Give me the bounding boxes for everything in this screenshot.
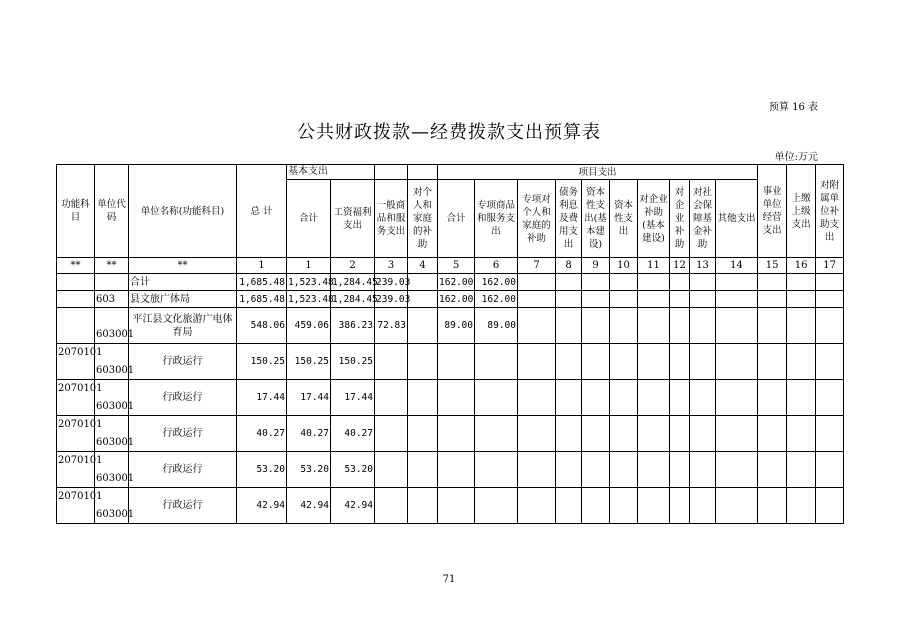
total-cell: 1,685.48 xyxy=(237,274,287,291)
empty-cell xyxy=(638,274,670,291)
unit-name-cell: 合计 xyxy=(129,274,237,291)
header-blank xyxy=(408,165,438,180)
personal-subsidy-cell xyxy=(408,380,438,416)
func-code-cell xyxy=(57,380,103,416)
header-unit-code: 单位代码 xyxy=(95,165,129,258)
table-body xyxy=(57,274,844,524)
special-goods-cell: 162.00 xyxy=(475,291,518,308)
general-goods-cell: 72.83 xyxy=(375,308,408,344)
unit-name-cell: 行政运行 xyxy=(129,380,237,416)
empty-cell xyxy=(716,488,758,524)
empty-cell xyxy=(816,344,844,380)
header-row-1 xyxy=(57,165,844,180)
empty-cell xyxy=(787,344,816,380)
empty-cell xyxy=(690,380,716,416)
empty-cell xyxy=(518,291,556,308)
header-personal-subsidy: 对个人和家庭的补助 xyxy=(408,180,438,258)
total-cell: 42.94 xyxy=(237,488,287,524)
unit-code: 603001 xyxy=(96,401,135,412)
table-row xyxy=(57,452,844,488)
empty-cell xyxy=(670,344,690,380)
empty-cell xyxy=(556,344,582,380)
header-basic: 基本支出 xyxy=(287,165,375,180)
empty-cell xyxy=(690,488,716,524)
empty-cell xyxy=(610,416,638,452)
header-social-security: 对社会保障基金补助 xyxy=(690,180,716,258)
func-code-cell xyxy=(57,274,95,291)
special-goods-cell xyxy=(475,488,518,524)
empty-cell xyxy=(556,308,582,344)
unit-code-cell xyxy=(95,488,135,524)
total-cell: 40.27 xyxy=(237,416,287,452)
empty-cell xyxy=(758,274,787,291)
empty-cell xyxy=(816,380,844,416)
empty-cell xyxy=(518,380,556,416)
func-code: 2070101 xyxy=(58,491,103,502)
general-goods-cell xyxy=(375,416,408,452)
budget-table xyxy=(56,164,844,524)
header-upper: 上缴上级支出 xyxy=(787,165,816,258)
salary-cell: 17.44 xyxy=(331,380,375,416)
header-capital: 资本性支出 xyxy=(610,180,638,258)
empty-cell xyxy=(610,344,638,380)
empty-cell xyxy=(610,308,638,344)
empty-cell xyxy=(716,380,758,416)
index-cell: 6 xyxy=(475,258,518,274)
index-cell: 3 xyxy=(375,258,408,274)
func-code: 2070101 xyxy=(58,347,103,358)
empty-cell xyxy=(758,488,787,524)
index-cell: 8 xyxy=(556,258,582,274)
empty-cell xyxy=(787,291,816,308)
header-general-goods: 一般商品和服务支出 xyxy=(375,180,408,258)
empty-cell xyxy=(582,274,610,291)
project-total-cell xyxy=(438,488,475,524)
header-project: 项目支出 xyxy=(438,165,758,180)
empty-cell xyxy=(716,291,758,308)
general-goods-cell: 239.03 xyxy=(375,274,408,291)
special-goods-cell: 162.00 xyxy=(475,274,518,291)
empty-cell xyxy=(556,452,582,488)
empty-cell xyxy=(758,291,787,308)
unit-name-cell: 县文旅广体局 xyxy=(129,291,237,308)
personal-subsidy-cell xyxy=(408,416,438,452)
personal-subsidy-cell xyxy=(408,308,438,344)
empty-cell xyxy=(716,416,758,452)
project-total-cell xyxy=(438,452,475,488)
total-cell: 1,685.48 xyxy=(237,291,287,308)
empty-cell xyxy=(690,291,716,308)
index-cell: ** xyxy=(129,258,237,274)
empty-cell xyxy=(690,344,716,380)
empty-cell xyxy=(638,380,670,416)
special-goods-cell xyxy=(475,344,518,380)
table-row xyxy=(57,291,844,308)
basic-total-cell: 459.06 xyxy=(287,308,331,344)
personal-subsidy-cell xyxy=(408,344,438,380)
table-row xyxy=(57,274,844,291)
salary-cell: 386.23 xyxy=(331,308,375,344)
empty-cell xyxy=(518,452,556,488)
empty-cell xyxy=(670,380,690,416)
empty-cell xyxy=(787,416,816,452)
empty-cell xyxy=(582,452,610,488)
empty-cell xyxy=(787,452,816,488)
index-cell: 12 xyxy=(670,258,690,274)
empty-cell xyxy=(816,488,844,524)
unit-code: 603001 xyxy=(96,329,135,340)
empty-cell xyxy=(556,488,582,524)
empty-cell xyxy=(610,452,638,488)
empty-cell xyxy=(816,452,844,488)
header-special-goods: 专项商品和服务支出 xyxy=(475,180,518,258)
empty-cell xyxy=(582,380,610,416)
empty-cell xyxy=(690,274,716,291)
project-total-cell xyxy=(438,416,475,452)
index-cell: 2 xyxy=(331,258,375,274)
index-cell: 9 xyxy=(582,258,610,274)
empty-cell xyxy=(556,380,582,416)
special-goods-cell xyxy=(475,380,518,416)
salary-cell: 1,284.45 xyxy=(331,291,375,308)
index-cell: 14 xyxy=(716,258,758,274)
func-code: 2070101 xyxy=(58,383,103,394)
empty-cell xyxy=(638,308,670,344)
page-number: 71 xyxy=(442,574,456,585)
basic-total-cell: 150.25 xyxy=(287,344,331,380)
empty-cell xyxy=(638,488,670,524)
empty-cell xyxy=(518,308,556,344)
unit-code-cell xyxy=(95,344,135,380)
page-title: 公共财政拨款—经费拨款支出预算表 xyxy=(297,122,601,143)
basic-total-cell: 53.20 xyxy=(287,452,331,488)
func-code-cell xyxy=(57,416,103,452)
empty-cell xyxy=(518,488,556,524)
empty-cell xyxy=(816,291,844,308)
index-cell: 17 xyxy=(816,258,844,274)
empty-cell xyxy=(610,380,638,416)
salary-cell: 42.94 xyxy=(331,488,375,524)
empty-cell xyxy=(582,488,610,524)
general-goods-cell xyxy=(375,452,408,488)
empty-cell xyxy=(670,274,690,291)
total-cell: 150.25 xyxy=(237,344,287,380)
unit-name-cell: 行政运行 xyxy=(129,416,237,452)
empty-cell xyxy=(758,344,787,380)
header-other: 其他支出 xyxy=(716,180,758,258)
index-cell: 1 xyxy=(287,258,331,274)
unit-code: 603001 xyxy=(96,473,135,484)
personal-subsidy-cell xyxy=(408,452,438,488)
unit-code: 603001 xyxy=(96,365,135,376)
unit-name-cell: 行政运行 xyxy=(129,452,237,488)
salary-cell: 40.27 xyxy=(331,416,375,452)
empty-cell xyxy=(638,344,670,380)
salary-cell: 150.25 xyxy=(331,344,375,380)
empty-cell xyxy=(690,452,716,488)
unit-name-cell: 行政运行 xyxy=(129,488,237,524)
total-cell: 548.06 xyxy=(237,308,287,344)
project-total-cell xyxy=(438,344,475,380)
header-func-code: 功能科目 xyxy=(57,165,95,258)
empty-cell xyxy=(787,488,816,524)
header-subordinate: 对附属单位补助支出 xyxy=(816,165,844,258)
table-row xyxy=(57,488,844,524)
total-cell: 17.44 xyxy=(237,380,287,416)
empty-cell xyxy=(670,416,690,452)
index-cell: 15 xyxy=(758,258,787,274)
basic-total-cell: 40.27 xyxy=(287,416,331,452)
empty-cell xyxy=(582,308,610,344)
table-row xyxy=(57,416,844,452)
empty-cell xyxy=(670,291,690,308)
unit-code-cell xyxy=(95,274,129,291)
empty-cell xyxy=(758,380,787,416)
empty-cell xyxy=(690,308,716,344)
empty-cell xyxy=(690,416,716,452)
header-unit-name: 单位名称(功能科目) xyxy=(129,165,237,258)
empty-cell xyxy=(716,308,758,344)
empty-cell xyxy=(638,291,670,308)
unit-code: 603001 xyxy=(96,509,135,520)
empty-cell xyxy=(716,452,758,488)
unit-name-cell: 平江县文化旅游广电体育局 xyxy=(129,308,237,344)
header-blank xyxy=(375,165,408,180)
empty-cell xyxy=(787,308,816,344)
func-code: 2070101 xyxy=(58,419,103,430)
index-row xyxy=(57,258,844,274)
unit-code-cell xyxy=(95,308,135,344)
basic-total-cell: 17.44 xyxy=(287,380,331,416)
salary-cell: 53.20 xyxy=(331,452,375,488)
header-salary: 工资福利支出 xyxy=(331,180,375,258)
index-cell: 10 xyxy=(610,258,638,274)
project-total-cell: 162.00 xyxy=(438,274,475,291)
special-goods-cell xyxy=(475,416,518,452)
empty-cell xyxy=(610,274,638,291)
func-code-cell xyxy=(57,308,95,344)
general-goods-cell xyxy=(375,488,408,524)
empty-cell xyxy=(518,274,556,291)
func-code-cell xyxy=(57,344,103,380)
index-cell: 1 xyxy=(237,258,287,274)
basic-total-cell: 1,523.48 xyxy=(287,291,331,308)
empty-cell xyxy=(556,416,582,452)
empty-cell xyxy=(716,344,758,380)
general-goods-cell xyxy=(375,380,408,416)
index-cell: 13 xyxy=(690,258,716,274)
empty-cell xyxy=(582,416,610,452)
page-label: 预算 16 表 xyxy=(768,102,818,113)
unit-name-cell: 行政运行 xyxy=(129,344,237,380)
index-cell: 16 xyxy=(787,258,816,274)
general-goods-cell xyxy=(375,344,408,380)
empty-cell xyxy=(518,344,556,380)
project-total-cell: 162.00 xyxy=(438,291,475,308)
empty-cell xyxy=(638,416,670,452)
index-cell: 7 xyxy=(518,258,556,274)
empty-cell xyxy=(638,452,670,488)
special-goods-cell: 89.00 xyxy=(475,308,518,344)
salary-cell: 1,284.45 xyxy=(331,274,375,291)
empty-cell xyxy=(556,274,582,291)
header-project-total: 合计 xyxy=(438,180,475,258)
index-cell: ** xyxy=(95,258,129,274)
empty-cell xyxy=(816,308,844,344)
unit-code: 603001 xyxy=(96,437,135,448)
table-row xyxy=(57,308,844,344)
personal-subsidy-cell xyxy=(408,291,438,308)
empty-cell xyxy=(670,452,690,488)
header-basic-total: 合计 xyxy=(287,180,331,258)
header-special-personal: 专项对个人和家庭的补助 xyxy=(518,180,556,258)
empty-cell xyxy=(758,308,787,344)
basic-total-cell: 42.94 xyxy=(287,488,331,524)
func-code-cell xyxy=(57,452,103,488)
personal-subsidy-cell xyxy=(408,274,438,291)
func-code-cell xyxy=(57,488,103,524)
empty-cell xyxy=(758,452,787,488)
empty-cell xyxy=(758,416,787,452)
empty-cell xyxy=(582,344,610,380)
empty-cell xyxy=(670,488,690,524)
personal-subsidy-cell xyxy=(408,488,438,524)
empty-cell xyxy=(787,380,816,416)
unit-code-cell: 603 xyxy=(95,291,129,308)
table-row xyxy=(57,380,844,416)
unit-code-cell xyxy=(95,380,135,416)
general-goods-cell: 239.03 xyxy=(375,291,408,308)
empty-cell xyxy=(816,416,844,452)
unit-code-cell xyxy=(95,452,135,488)
empty-cell xyxy=(670,308,690,344)
empty-cell xyxy=(610,291,638,308)
func-code: 2070101 xyxy=(58,455,103,466)
header-total: 总 计 xyxy=(237,165,287,258)
header-enterprise-basic: 对企业补助(基本建设) xyxy=(638,180,670,258)
project-total-cell xyxy=(438,380,475,416)
unit-label: 单位:万元 xyxy=(774,152,818,163)
index-cell: 11 xyxy=(638,258,670,274)
index-cell: 4 xyxy=(408,258,438,274)
project-total-cell: 89.00 xyxy=(438,308,475,344)
unit-code-cell xyxy=(95,416,135,452)
header-capital-basic: 资本性支出(基本建设) xyxy=(582,180,610,258)
table-row xyxy=(57,344,844,380)
basic-total-cell: 1,523.48 xyxy=(287,274,331,291)
index-cell: 5 xyxy=(438,258,475,274)
header-business: 事业单位经营支出 xyxy=(758,165,787,258)
header-enterprise: 对企业补助 xyxy=(670,180,690,258)
header-debt-interest: 债务利息及费用支出 xyxy=(556,180,582,258)
empty-cell xyxy=(518,416,556,452)
func-code-cell xyxy=(57,291,95,308)
total-cell: 53.20 xyxy=(237,452,287,488)
empty-cell xyxy=(787,274,816,291)
empty-cell xyxy=(716,274,758,291)
empty-cell xyxy=(816,274,844,291)
empty-cell xyxy=(556,291,582,308)
empty-cell xyxy=(610,488,638,524)
special-goods-cell xyxy=(475,452,518,488)
empty-cell xyxy=(582,291,610,308)
index-cell: ** xyxy=(57,258,95,274)
